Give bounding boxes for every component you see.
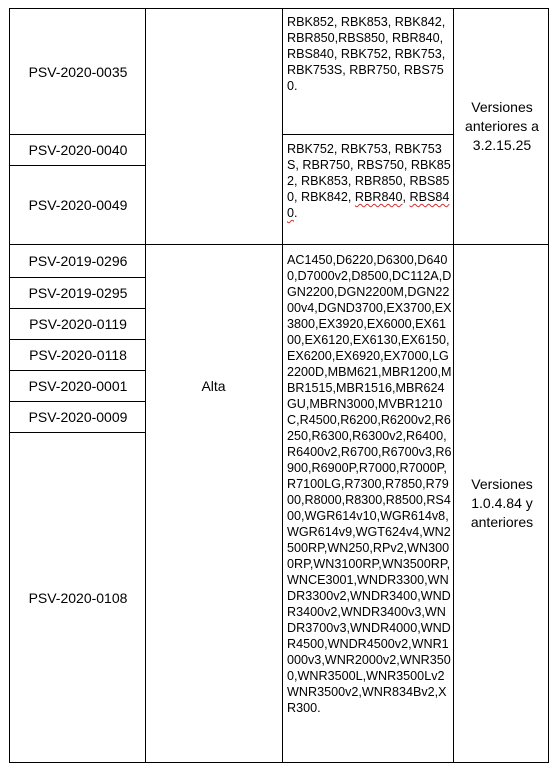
advisory-id: PSV-2020-0001 — [28, 378, 128, 394]
advisory-id: PSV-2020-0049 — [28, 197, 128, 213]
advisory-id: PSV-2020-0119 — [29, 316, 127, 332]
advisory-id: PSV-2020-0118 — [29, 347, 127, 363]
affected-models: AC1450,D6220,D6300,D6400,D7000v2,D8500,DC112A,DGN2200,DGN2200M,DGN2200v4,DGND3700,EX3700,EX3800,EX3920,EX6000,EX6100,EX6120,EX6130,EX6150,EX6200,EX6920,EX7000,LG2200D,MBM621,MBR1200,MBR1515,MBR1516,MBR624GU,MBRN3000,MVBR1210C,R4500,R6200,R6200v2,R6250,R6300,R6300v2,R6400,R6400v2,R6700,R6700v3,R6900,R6900P,R7000,R7000P,R7100LG,R7300,R7850,R7900,R8000,R8300,R8500,RS400,WGR614v10,WGR614v8,WGR614v9,WGT624v4,WN2500RP,WN250,RPv2,WN3000RP,WN3100RP,WN3500RP,WNCE3001,WNDR3300,WNDR3300v2,WNDR3400,WNDR3400v2,WNDR3400v3,WNDR3700v3,WNDR4000,WNDR4500,WNDR4500v2,WNR1000v3,WNR2000v2,WNR3500,WNR3500L,WNR3500Lv2WNR3500v2,WNR834Bv2,XR300. — [287, 253, 452, 715]
affected-models — [287, 141, 452, 243]
column-divider — [282, 8, 283, 763]
advisory-id: PSV-2020-0035 — [28, 63, 128, 80]
advisory-id: PSV-2019-0295 — [28, 285, 128, 301]
models-text-flagged: RBS840 — [287, 190, 450, 220]
models-text: . — [294, 206, 298, 220]
affected-versions: Versiones anteriores a 3.2.15.25 — [465, 99, 539, 153]
models-text-flagged: RBR840 — [354, 190, 403, 204]
advisory-id: PSV-2020-0108 — [28, 589, 128, 606]
row-divider — [282, 134, 453, 135]
severity-label: Alta — [201, 377, 226, 394]
table-border-bottom — [9, 762, 549, 763]
advisory-id: PSV-2019-0296 — [28, 253, 128, 269]
models-text: , — [402, 190, 410, 204]
models-text: RBK752, RBK753, RBK753S, RBR750, RBS750, RBK852, RBK853, RBR850, RBS850, RBK842, — [287, 142, 451, 204]
affected-versions: Versiones 1.0.4.84 y anteriores — [470, 476, 534, 530]
advisory-id: PSV-2020-0040 — [28, 142, 128, 158]
affected-models: RBK852, RBK853, RBK842, RBR850,RBS850, RBR840, RBS840, RBK752, RBK753, RBK753S, RBR750, RBS750. — [287, 15, 446, 93]
advisory-id: PSV-2020-0009 — [28, 409, 128, 425]
